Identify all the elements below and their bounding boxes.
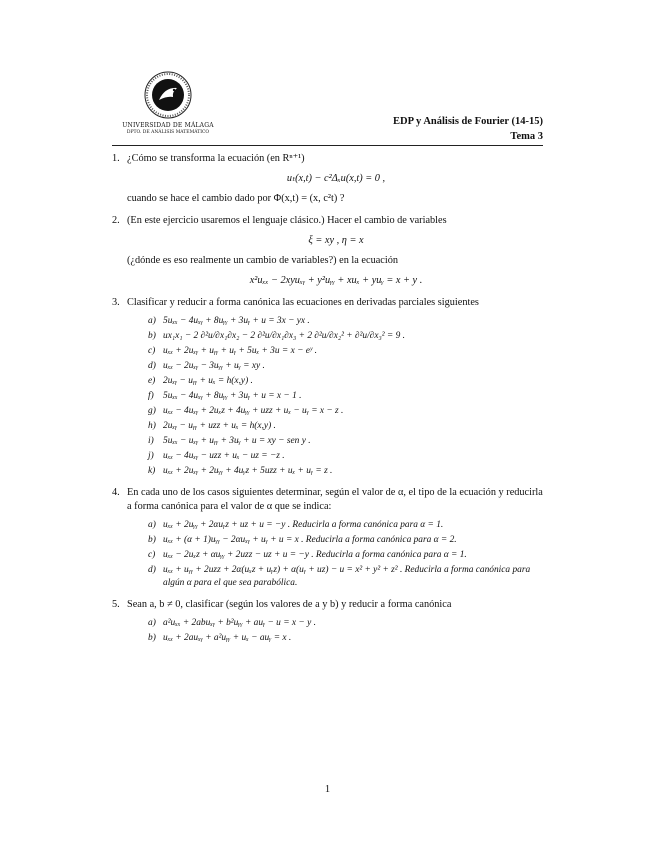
exercise-item: c) uₓₓ + 2uₓᵧ + uᵧᵧ + uᵧ + 5uₓ + 3u = x − eʸ . [148,346,317,356]
exercise-intro: ¿Cómo se transforma la ecuación (en Rⁿ⁺¹) [127,153,305,164]
exercise-intro: Sean a, b ≠ 0, clasificar (según los valores de a y b) y reducir a forma canónica [127,599,452,610]
exercise-item: j) uₓₓ − 4uₓᵧ − uzz + uₓ − uz = −z . [148,451,285,461]
exercise-item: b) ux₁x₁ − 2 ∂²u/∂x₁∂x₂ − 2 ∂²u/∂x₁∂x₃ + 2 ∂²u/∂x₂² + ∂²u/∂x₃² = 9 . [148,331,405,341]
exercise-item: k) uₓₓ + 2uₓᵧ + 2uᵧᵧ + 4uᵧz + 5uzz + uₓ + uᵧ = z . [148,466,333,476]
exercise-5 [112,598,545,645]
exercise-item: a) uₓₓ + 2uᵧᵧ + 2αuᵧz + uz + u = −y . Reducirla a forma canónica para α = 1. [148,520,444,530]
exercise-3 [112,296,545,478]
exercise-item: i) 5uₓₓ − uₓᵧ + uᵧᵧ + 3uᵧ + u = xy − sen y . [148,436,311,446]
exercise-item: c) uₓₓ − 2uₓz + αuᵧᵧ + 2uzz − uz + u = −y . Reducirla a forma canónica para α = 1. [148,550,467,560]
university-seal-icon [143,70,193,120]
exercise-number: 1. [112,153,120,164]
exercise-items [127,315,545,478]
topic-title: Tema 3 [510,131,543,142]
exercise-item: d) uₓₓ + uᵧᵧ + 2uzz + 2α(uₓz + uᵧz) + α(uᵧ + uz) − u = x² + y² + z² . Reducirla a forma canónica para algún α para el que sea parabólica. [148,565,531,588]
exercise-1 [112,152,545,206]
exercise-number: 3. [112,297,120,308]
exercise-formula: ξ = xy , η = x [308,235,364,246]
exercise-number: 5. [112,599,120,610]
exercise-item: b) uₓₓ + (α + 1)uᵧᵧ − 2αuₓᵧ + uᵧ + u = x . Reducirla a forma canónica para α = 2. [148,535,457,545]
exercise-intro: Clasificar y reducir a forma canónica las ecuaciones en derivadas parciales siguientes [127,297,479,308]
exercise-items [127,617,545,645]
exercise-4 [112,486,545,590]
exercise-item: g) uₓₓ − 4uₓᵧ + 2uₓz + 4uᵧᵧ + uzz + uₓ − uᵧ = x − z . [148,406,344,416]
exercise-item: d) uₓₓ − 2uₓᵧ − 3uᵧᵧ + uᵧ = xy . [148,361,265,371]
exercise-intro: En cada uno de los casos siguientes determinar, según el valor de α, el tipo de la ecuación y reducirla a forma canónica para el valor de α que se indica: [127,487,543,512]
university-name: UNIVERSIDAD DE MÁLAGA [122,122,214,129]
exercise-number: 2. [112,215,120,226]
exercise-item: h) 2uₓᵧ − uᵧᵧ + uzz + uₓ = h(x,y) . [148,421,276,431]
exercise-intro: (En este ejercicio usaremos el lenguaje clásico.) Hacer el cambio de variables [127,215,447,226]
exercise-formula: uₜ(x,t) − c²Δₓu(x,t) = 0 , [286,173,386,184]
page-number: 1 [324,784,331,795]
exercise-item: f) 5uₓₓ − 4uₓᵧ + 8uᵧᵧ + 3uᵧ + u = x − 1 . [148,391,302,401]
course-title: EDP y Análisis de Fourier (14-15) [392,116,543,127]
exercise-item: a) a²uₓₓ + 2abuₓᵧ + b²uᵧᵧ + auᵧ − u = x − y . [148,618,316,628]
university-logo [120,70,216,135]
exercise-item: a) 5uₓₓ − 4uₓᵧ + 8uᵧᵧ + 3uᵧ + u = 3x − yx . [148,316,310,326]
exercise-number: 4. [112,487,120,498]
exercise-item: b) uₓₓ + 2auₓᵧ + a²uᵧᵧ + uₓ − auᵧ = x . [148,633,292,643]
exercise-list [112,152,545,653]
exercise-items [127,519,545,590]
department-name: DPTO. DE ANÁLISIS MATEMÁTICO [126,130,210,135]
exercise-2 [112,214,545,288]
exercise-item: e) 2uₓᵧ − uᵧᵧ + uₓ = h(x,y) . [148,376,253,386]
exercise-outro: cuando se hace el cambio dado por Φ(x,t) = (x, c²t) ? [127,193,345,204]
exercise-formula-2: x²uₓₓ − 2xyuₓᵧ + y²uᵧᵧ + xuₓ + yuᵧ = x + y . [249,275,423,286]
header-right [393,116,543,142]
header-rule [112,145,543,146]
exercise-middle: (¿dónde es eso realmente un cambio de variables?) en la ecuación [127,255,399,266]
